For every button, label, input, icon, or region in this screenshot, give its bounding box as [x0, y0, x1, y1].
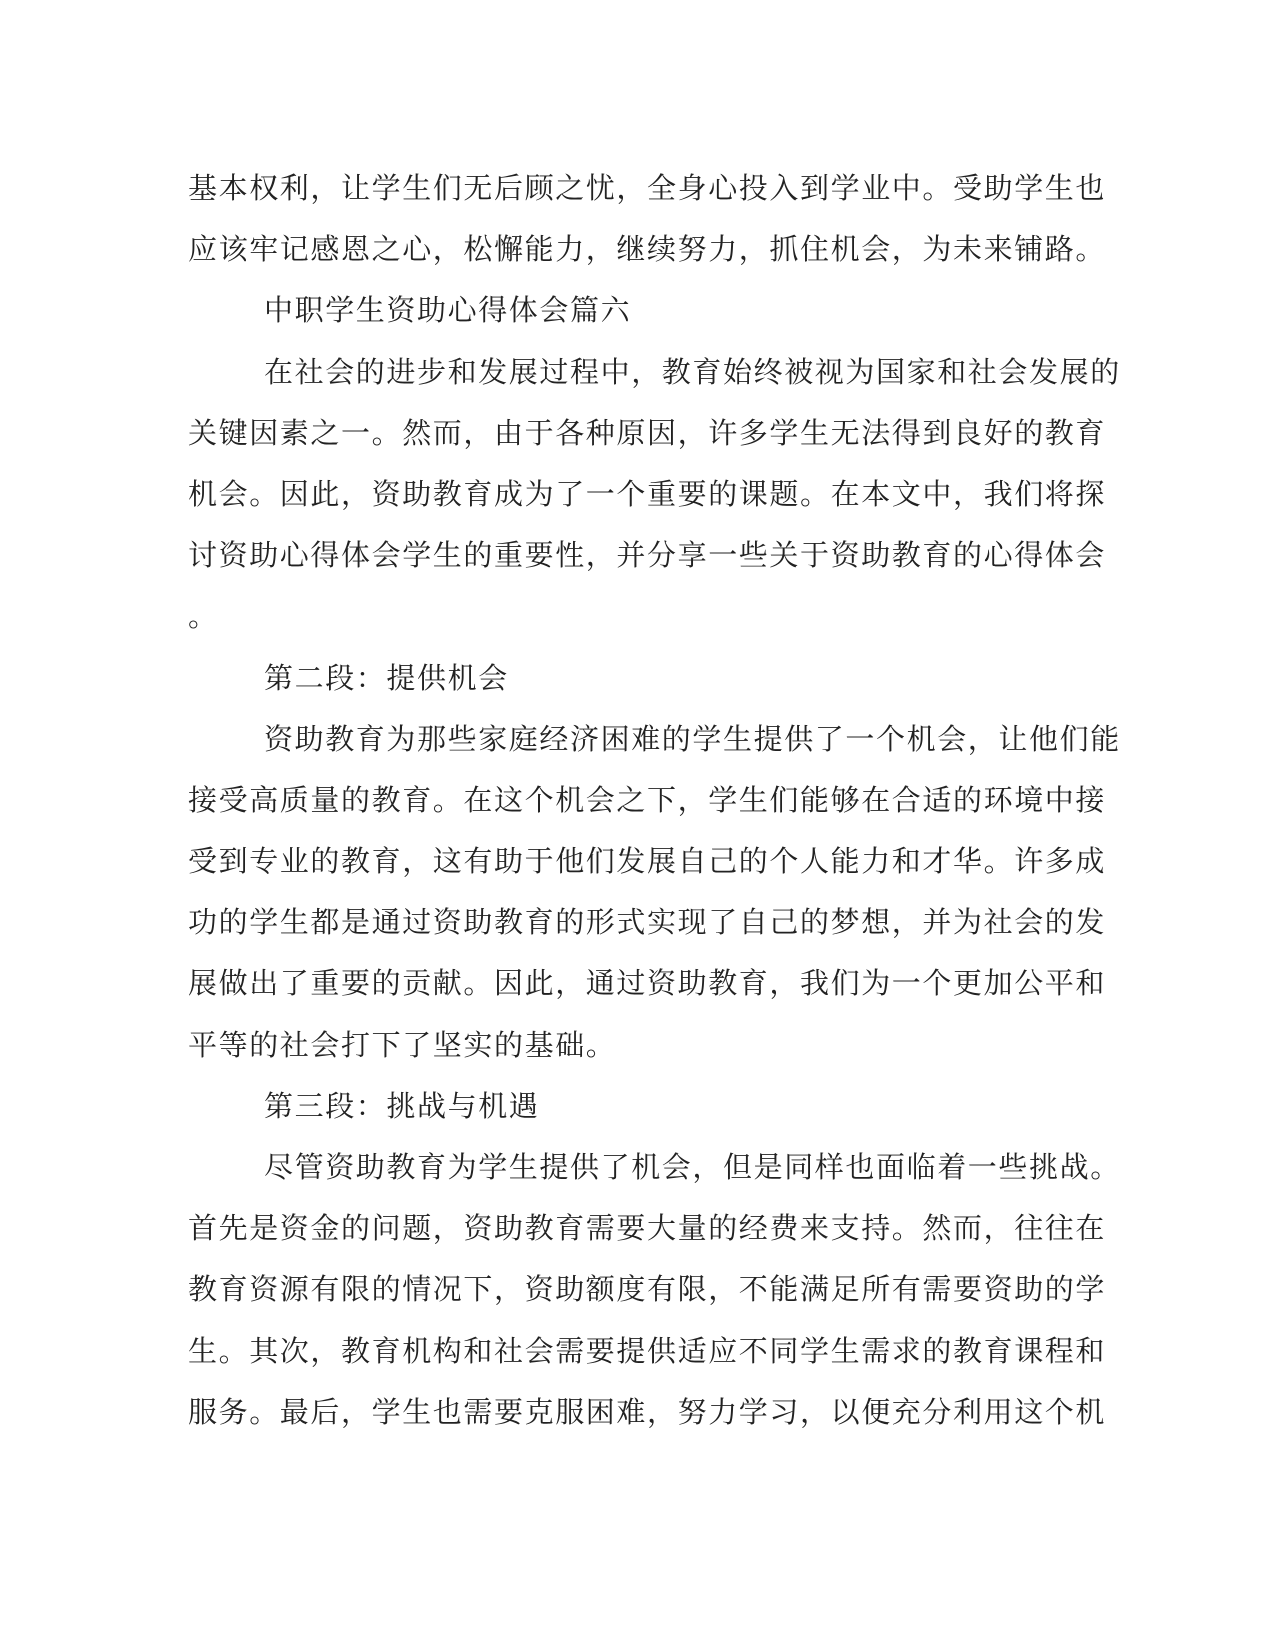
text-line: 生。其次，教育机构和社会需要提供适应不同学生需求的教育课程和 [188, 1333, 1107, 1368]
text-line: 接受高质量的教育。在这个机会之下，学生们能够在合适的环境中接 [188, 782, 1107, 817]
text-line: 展做出了重要的贡献。因此，通过资助教育，我们为一个更加公平和 [188, 966, 1107, 1001]
text-line: 教育资源有限的情况下，资助额度有限，不能满足所有需要资助的学 [188, 1272, 1107, 1307]
text-line: 关键因素之一。然而，由于各种原因，许多学生无法得到良好的教育 [188, 415, 1107, 450]
text-line: 讨资助心得体会学生的重要性，并分享一些关于资助教育的心得体会 [188, 538, 1107, 573]
text-line: 功的学生都是通过资助教育的形式实现了自己的梦想，并为社会的发 [188, 905, 1107, 940]
text-line: 平等的社会打下了坚实的基础。 [188, 1027, 617, 1062]
text-line: 资助教育为那些家庭经济困难的学生提供了一个机会，让他们能 [264, 721, 1121, 756]
section-heading: 第二段：提供机会 [264, 660, 509, 695]
text-line: 基本权利，让学生们无后顾之忧，全身心投入到学业中。受助学生也 [188, 171, 1107, 205]
text-line: 尽管资助教育为学生提供了机会，但是同样也面临着一些挑战。 [264, 1150, 1121, 1184]
document-body [188, 158, 1121, 1443]
text-line: 首先是资金的问题，资助教育需要大量的经费来支持。然而，往往在 [188, 1211, 1107, 1246]
text-line: 受到专业的教育，这有助于他们发展自己的个人能力和才华。许多成 [188, 844, 1107, 879]
text-line: 应该牢记感恩之心，松懈能力，继续努力，抓住机会，为未来铺路。 [188, 232, 1107, 267]
text-line: 。 [188, 599, 219, 634]
section-heading: 第三段：挑战与机遇 [264, 1088, 540, 1123]
text-line: 服务。最后，学生也需要克服困难，努力学习，以便充分利用这个机 [188, 1394, 1107, 1429]
section-heading: 中职学生资助心得体会篇六 [264, 293, 632, 328]
text-line: 机会。因此，资助教育成为了一个重要的课题。在本文中，我们将探 [188, 476, 1107, 511]
text-line: 在社会的进步和发展过程中，教育始终被视为国家和社会发展的 [264, 354, 1121, 389]
